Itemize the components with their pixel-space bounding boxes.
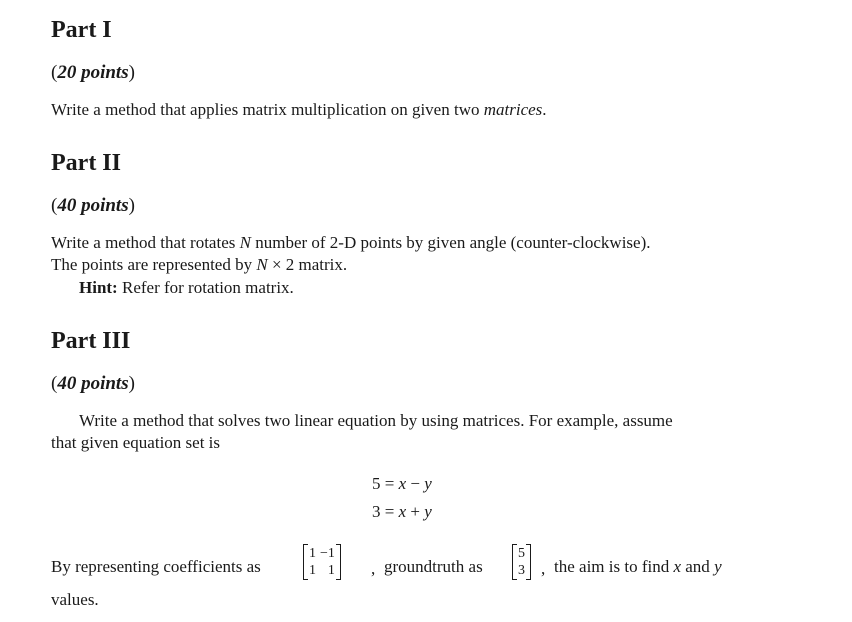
equation-1: [372, 474, 432, 494]
groundtruth-text: groundtruth as: [384, 557, 483, 576]
aim-x: x: [673, 557, 682, 576]
eq1-op: −: [406, 474, 425, 493]
part1-points: (20 points): [51, 62, 135, 83]
part1-text-matrices: matrices: [483, 100, 543, 119]
comma-1: ,: [371, 559, 376, 578]
eq2-lhs: 3 =: [372, 502, 399, 521]
part1-text-c: .: [542, 100, 547, 119]
hint-label: Hint:: [79, 278, 118, 297]
part2-points: (40 points): [51, 195, 135, 216]
coef-sentence: By representing coefficients as: [51, 557, 261, 576]
aim-text: [554, 556, 722, 578]
part2-hint: [79, 277, 294, 299]
part2-line1: [51, 232, 651, 254]
aim-a: the aim is to find: [554, 557, 674, 576]
values-text: values.: [51, 590, 99, 609]
part1-text-a: Write a method that applies matrix multiplication on given two: [51, 100, 484, 119]
coefficient-matrix: [303, 544, 341, 580]
aim-y: y: [714, 557, 722, 576]
part3-title: Part III: [51, 328, 131, 354]
coef-cell: 1: [327, 563, 335, 578]
part2-line1-a: Write a method that rotates: [51, 233, 240, 252]
part2-title: Part II: [51, 150, 121, 176]
coef-cell: 1: [309, 563, 316, 578]
part3-intro-line1: Write a method that solves two linear equation by using matrices. For example, assume: [79, 411, 673, 430]
eq1-lhs: 5 =: [372, 474, 399, 493]
eq1-x: x: [398, 474, 407, 493]
hint-text: Refer for rotation matrix.: [117, 278, 294, 297]
eq2-x: x: [398, 502, 407, 521]
part3-points-text: 40 points: [57, 373, 129, 394]
comma-2: ,: [541, 559, 546, 578]
coef-cell: −1: [320, 546, 335, 561]
eq2-op: +: [406, 502, 425, 521]
eq1-y: y: [424, 474, 432, 493]
part2-line2-a: The points are represented by: [51, 255, 257, 274]
part2-line1-n: N: [239, 233, 251, 252]
part2-line2-c: × 2 matrix.: [267, 255, 348, 274]
coef-cell: 1: [309, 546, 316, 561]
equation-2: [372, 502, 432, 522]
part1-description: [51, 99, 547, 121]
aim-and: and: [681, 557, 715, 576]
part2-line2-n: N: [256, 255, 268, 274]
part2-line1-c: number of 2-D points by given angle (counter-clockwise).: [250, 233, 651, 252]
gt-cell: 5: [518, 546, 525, 561]
eq2-y: y: [424, 502, 432, 521]
groundtruth-vector: [512, 544, 531, 580]
part3-points: (40 points): [51, 373, 135, 394]
part2-line2: [51, 254, 347, 276]
part1-points-text: 20 points: [57, 62, 129, 83]
part1-title: Part I: [51, 17, 112, 43]
part2-points-text: 40 points: [57, 195, 129, 216]
part3-intro-line2: that given equation set is: [51, 433, 221, 452]
gt-cell: 3: [518, 563, 525, 578]
